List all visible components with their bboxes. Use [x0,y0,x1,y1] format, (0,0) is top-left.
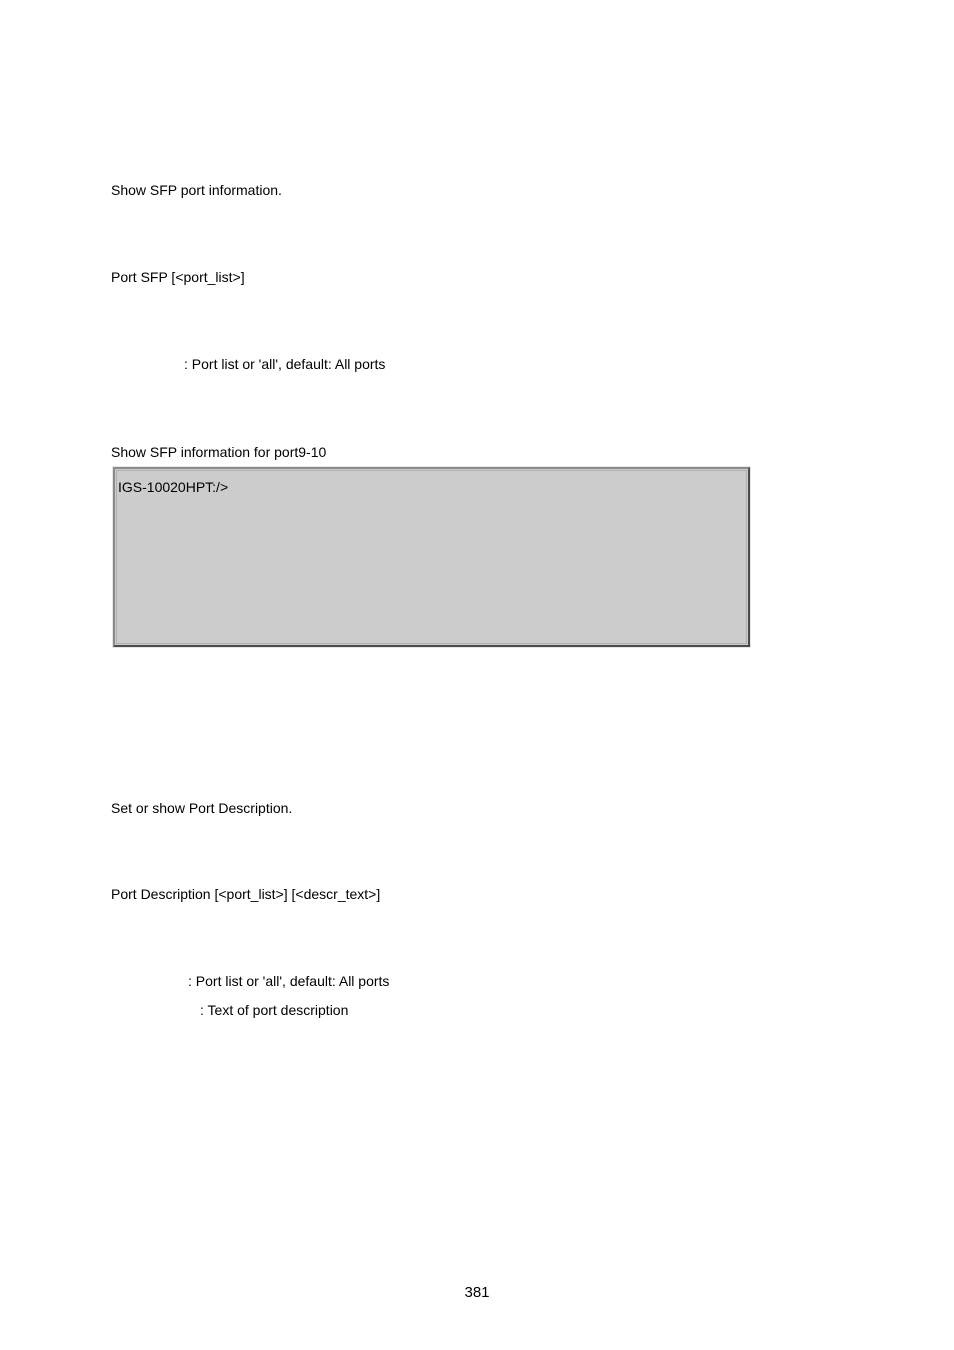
console-prompt: IGS-10020HPT:/> [118,479,229,495]
port-description-syntax: Port Description [<port_list>] [<descr_text>] [111,886,381,902]
page-number: 381 [464,1284,490,1301]
port-description-parameter-descr-text: : Text of port description [200,1002,349,1018]
console-inner-frame [116,470,747,644]
sfp-example-caption: Show SFP information for port9-10 [111,444,327,460]
port-description-parameter-port-list: : Port list or 'all', default: All ports [188,973,390,989]
sfp-parameter-port-list: : Port list or 'all', default: All ports [184,356,386,372]
sfp-syntax: Port SFP [<port_list>] [111,269,245,285]
port-description-description: Set or show Port Description. [111,800,293,816]
console-output-box [113,467,750,647]
sfp-description: Show SFP port information. [111,182,282,198]
